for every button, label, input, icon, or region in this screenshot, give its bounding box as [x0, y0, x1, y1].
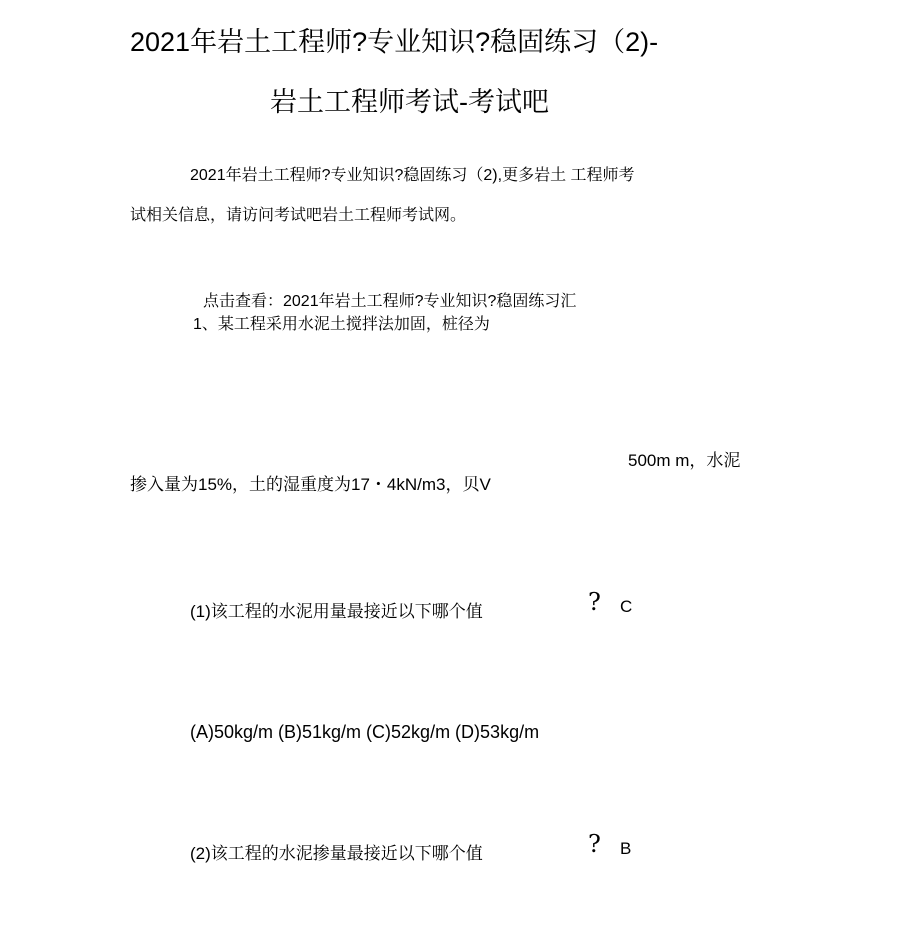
page-title-line-1: 2021年岩土工程师?专业知识?稳固练习（2)- — [130, 27, 659, 57]
intro-line-1: 2021年岩土工程师?专业知识?稳固练习（2),更多岩土 工程师考 — [190, 167, 635, 184]
sub-question-2-answer: B — [620, 839, 632, 858]
intro-line-2: 试相关信息，请访问考试吧岩土工程师考试网。 — [130, 207, 467, 224]
sub-question-1-answer: C — [620, 597, 633, 616]
question-intro-line-1: 1、某工程采用水泥土搅拌法加固，桩径为 — [193, 316, 490, 333]
sub-question-1-mark: ? — [588, 588, 601, 616]
sub-question-2-mark: ? — [588, 830, 601, 858]
answer-options: (A)50kg/m (B)51kg/m (C)52kg/m (D)53kg/m — [190, 722, 540, 742]
view-summary-link[interactable]: 点击查看：2021年岩土工程师?专业知识?稳固练习汇 — [203, 293, 577, 310]
sub-question-2-text: (2)该工程的水泥掺量最接近以下哪个值 — [190, 844, 483, 863]
sub-question-1-text: (1)该工程的水泥用量最接近以下哪个值 — [190, 602, 483, 621]
page-title-line-2: 岩土工程师考试-考试吧 — [270, 87, 549, 117]
question-intro-line-3: 掺入量为15%，土的湿重度为17・4kN/m3，贝V — [130, 475, 491, 494]
question-intro-line-2: 500m m，水泥 — [628, 451, 741, 470]
